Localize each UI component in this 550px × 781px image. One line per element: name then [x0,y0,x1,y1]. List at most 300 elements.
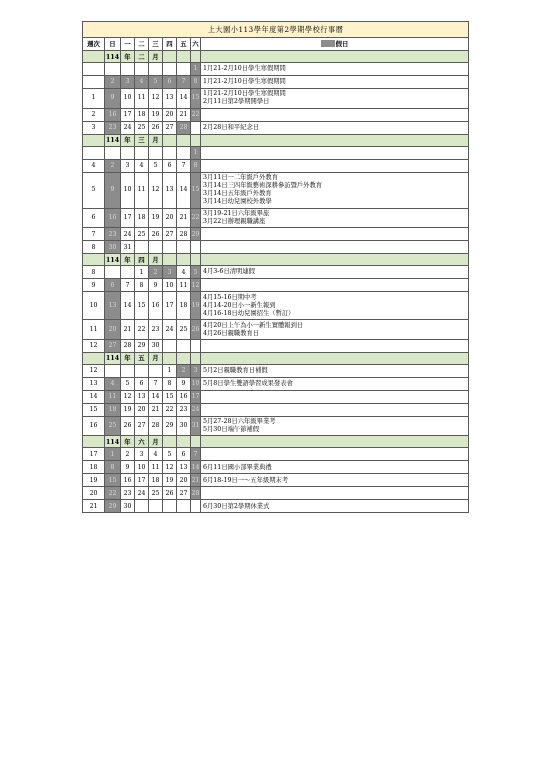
day-cell: 10 [121,172,135,208]
events-cell [201,279,469,292]
day-cell [105,63,121,76]
day-cell: 7 [177,159,191,172]
day-cell [105,146,121,159]
day-cell: 1 [163,364,177,377]
school-calendar-table [82,21,469,513]
week-number: 20 [83,487,105,500]
day-cell: 25 [135,121,149,134]
week-number: 4 [83,159,105,172]
events-cell [201,364,469,377]
day-cell: 6 [163,159,177,172]
events-cell [201,146,469,159]
day-cell: 21 [149,403,163,416]
day-cell [163,241,177,254]
day-cell: 12 [121,390,135,403]
day-cell [163,500,177,513]
day-cell: 4 [135,159,149,172]
week-row [83,108,469,121]
day-cell: 21 [121,320,135,340]
week-number: 14 [83,390,105,403]
day-cell: 18 [105,403,121,416]
day-cell: 1 [105,448,121,461]
day-cell: 17 [121,108,135,121]
event-text: 3月22日辦理親職講座 [203,218,266,226]
day-cell: 22 [105,487,121,500]
month-row [83,352,469,364]
day-cell: 2 [121,448,135,461]
year-label: 114 [105,354,120,363]
day-cell: 10 [121,89,135,109]
month-spacer [83,134,105,146]
events-cell [201,121,469,134]
month-char: 月 [149,352,163,364]
event-text: 3月14日幼兒園校外教學 [203,198,272,206]
day-cell: 3 [121,159,135,172]
day-cell: 10 [191,377,201,390]
week-row [83,448,469,461]
day-cell [163,63,177,76]
header-wed: 三 [149,38,163,51]
day-cell: 19 [121,403,135,416]
month-row [83,254,469,266]
event-text: 3月19-21日六年級畢旅 [203,210,270,218]
week-row [83,146,469,159]
year-char: 年 [121,51,135,63]
day-cell: 24 [121,121,135,134]
holiday-legend-label: 假日 [335,40,349,48]
day-cell: 22 [163,403,177,416]
day-cell: 9 [105,89,121,109]
day-cell: 28 [121,339,135,352]
day-cell [177,146,191,159]
events-cell [201,461,469,474]
day-cell: 18 [149,474,163,487]
month-label: 四 [135,254,149,266]
week-number: 2 [83,108,105,121]
day-cell: 15 [191,172,201,208]
event-text: 1月21-2月10日學生寒假期間 [203,90,286,98]
day-cell: 9 [121,461,135,474]
day-cell: 1 [191,146,201,159]
day-cell: 14 [177,89,191,109]
week-row [83,461,469,474]
event-text: 4月20日上午為小一新生實體報到日 [203,321,304,329]
day-cell [121,63,135,76]
week-number: 12 [83,364,105,377]
day-cell: 16 [177,390,191,403]
day-cell: 28 [149,416,163,436]
day-cell [105,266,121,279]
year-char: 年 [121,134,135,146]
month-spacer [201,254,469,266]
day-cell: 1 [135,266,149,279]
day-cell: 20 [135,403,149,416]
day-cell: 11 [105,390,121,403]
month-row [83,134,469,146]
day-cell: 8 [163,377,177,390]
day-cell: 13 [163,172,177,208]
month-spacer [201,352,469,364]
day-cell [149,241,163,254]
event-text: 1月21-2月10日學生寒假期間 [203,65,286,73]
events-cell [201,320,469,340]
day-cell: 27 [163,121,177,134]
day-cell: 17 [191,390,201,403]
day-cell: 16 [105,108,121,121]
event-text: 3月14日五年級戶外教育 [203,190,272,198]
month-spacer [201,51,469,63]
event-text: 6月11日國小部畢業典禮 [203,463,272,471]
day-cell: 20 [163,208,177,228]
day-cell [177,241,191,254]
day-cell: 18 [135,208,149,228]
events-cell [201,292,469,320]
month-char: 月 [149,51,163,63]
week-row [83,364,469,377]
header-week: 週次 [83,38,105,51]
month-spacer [191,352,201,364]
day-cell: 16 [121,474,135,487]
day-cell [149,146,163,159]
day-cell: 26 [121,416,135,436]
header-row [83,38,469,51]
month-spacer [83,352,105,364]
day-cell: 28 [177,121,191,134]
day-cell: 13 [105,292,121,320]
week-number: 8 [83,241,105,254]
year-label: 114 [105,437,120,446]
event-text: 4月15-16日期中考 [203,294,257,302]
events-cell [201,89,469,109]
day-cell: 3 [163,266,177,279]
day-cell: 5 [149,159,163,172]
day-cell: 5 [121,377,135,390]
day-cell: 6 [135,377,149,390]
day-cell: 21 [177,208,191,228]
event-text: 5月30日端午節補假 [203,426,260,434]
events-cell [201,416,469,436]
day-cell: 11 [149,461,163,474]
day-cell: 27 [105,339,121,352]
header-tue: 二 [135,38,149,51]
day-cell: 3 [191,364,201,377]
day-cell: 23 [105,121,121,134]
year-char: 年 [121,254,135,266]
day-cell: 5 [191,266,201,279]
header-sun: 日 [105,38,121,51]
day-cell: 17 [163,292,177,320]
day-cell: 27 [163,228,177,241]
week-row [83,339,469,352]
day-cell: 13 [135,390,149,403]
events-cell [201,159,469,172]
week-row [83,416,469,436]
week-row [83,292,469,320]
day-cell [149,63,163,76]
day-cell: 14 [121,292,135,320]
week-row [83,76,469,89]
day-cell: 20 [105,320,121,340]
day-cell: 11 [135,89,149,109]
week-row [83,208,469,228]
month-label: 三 [135,134,149,146]
day-cell: 27 [135,416,149,436]
header-fri: 五 [177,38,191,51]
day-cell [177,63,191,76]
week-number [83,63,105,76]
week-row [83,390,469,403]
day-cell: 16 [105,208,121,228]
week-row [83,172,469,208]
day-cell: 2 [177,364,191,377]
day-cell [135,241,149,254]
week-number [83,76,105,89]
day-cell: 13 [163,89,177,109]
year-char: 年 [121,436,135,448]
week-number: 8 [83,266,105,279]
month-spacer [177,134,191,146]
day-cell: 30 [105,241,121,254]
day-cell: 4 [135,76,149,89]
week-row [83,63,469,76]
events-cell [201,448,469,461]
week-row [83,228,469,241]
week-row [83,121,469,134]
events-cell [201,403,469,416]
day-cell: 4 [177,266,191,279]
day-cell: 29 [163,416,177,436]
month-spacer [83,51,105,63]
day-cell: 22 [191,108,201,121]
day-cell: 8 [105,461,121,474]
month-char: 月 [149,254,163,266]
day-cell: 26 [163,487,177,500]
week-row [83,89,469,109]
day-cell: 30 [177,416,191,436]
day-cell: 26 [149,228,163,241]
day-cell: 27 [177,487,191,500]
month-spacer [163,352,177,364]
day-cell: 24 [121,228,135,241]
day-cell: 17 [121,208,135,228]
events-cell [201,487,469,500]
week-row [83,487,469,500]
event-text: 1月21-2月10日學生寒假期間 [203,78,286,86]
week-number: 21 [83,500,105,513]
month-label: 六 [135,436,149,448]
month-label: 二 [135,51,149,63]
day-cell: 15 [163,390,177,403]
week-number: 1 [83,89,105,109]
day-cell [191,241,201,254]
month-spacer [163,134,177,146]
day-cell [105,364,121,377]
day-cell: 21 [177,108,191,121]
day-cell [149,364,163,377]
week-number: 15 [83,403,105,416]
events-cell [201,76,469,89]
day-cell: 11 [135,172,149,208]
day-cell: 23 [177,403,191,416]
events-cell [201,63,469,76]
day-cell: 2 [105,76,121,89]
week-row [83,279,469,292]
day-cell: 17 [135,474,149,487]
day-cell: 19 [191,292,201,320]
day-cell: 13 [177,461,191,474]
month-spacer [163,254,177,266]
day-cell: 8 [191,159,201,172]
day-cell [135,500,149,513]
month-char: 月 [149,436,163,448]
day-cell: 12 [149,172,163,208]
day-cell [121,146,135,159]
day-cell: 18 [135,108,149,121]
day-cell: 2 [105,159,121,172]
header-mon: 一 [121,38,135,51]
week-row [83,500,469,513]
header-sat: 六 [191,38,201,51]
title-row [83,22,469,38]
day-cell: 6 [177,448,191,461]
month-spacer [201,436,469,448]
week-number: 18 [83,461,105,474]
day-cell [163,146,177,159]
day-cell: 21 [191,474,201,487]
month-spacer [163,436,177,448]
day-cell: 15 [105,474,121,487]
month-row [83,436,469,448]
day-cell: 6 [163,76,177,89]
week-number: 19 [83,474,105,487]
day-cell: 4 [105,377,121,390]
month-spacer [191,51,201,63]
events-cell [201,377,469,390]
week-number: 5 [83,172,105,208]
month-spacer [83,436,105,448]
day-cell: 30 [121,500,135,513]
day-cell: 29 [135,339,149,352]
event-text: 5月8日學生雙語學習成果發表會 [203,379,293,387]
month-spacer [163,51,177,63]
week-number [83,146,105,159]
day-cell [191,121,201,134]
week-number: 13 [83,377,105,390]
day-cell: 16 [149,292,163,320]
year-label: 114 [105,255,120,264]
week-number: 12 [83,339,105,352]
day-cell: 12 [191,279,201,292]
event-text: 4月16-18日幼兒園招生（暫訂） [203,309,295,317]
day-cell: 19 [163,474,177,487]
day-cell [177,339,191,352]
events-cell [201,208,469,228]
week-row [83,159,469,172]
month-spacer [177,352,191,364]
day-cell: 26 [191,320,201,340]
header-thu: 四 [163,38,177,51]
day-cell: 5 [149,76,163,89]
week-row [83,474,469,487]
day-cell: 20 [177,474,191,487]
week-number: 9 [83,279,105,292]
day-cell: 14 [149,390,163,403]
day-cell: 28 [191,487,201,500]
day-cell: 7 [191,448,201,461]
week-number: 11 [83,320,105,340]
event-text: 3月14日三四年級藝術深耕參訪暨戶外教育 [203,182,323,190]
day-cell: 29 [105,500,121,513]
day-cell: 19 [149,108,163,121]
month-spacer [201,134,469,146]
events-cell [201,266,469,279]
event-text: 5月27-28日六年級畢業考 [203,418,276,426]
day-cell: 7 [121,279,135,292]
week-row [83,403,469,416]
event-text: 4月14-20日小一新生報到 [203,301,276,309]
day-cell: 3 [135,448,149,461]
month-spacer [191,436,201,448]
event-text: 2月28日和平紀念日 [203,123,260,131]
day-cell: 30 [149,339,163,352]
day-cell [163,339,177,352]
day-cell: 12 [163,461,177,474]
event-text: 6月18-19日一～五年級期末考 [203,476,289,484]
day-cell: 25 [177,320,191,340]
day-cell [191,500,201,513]
calendar-title: 上大園小113學年度第2學期學校行事曆 [83,22,469,38]
day-cell [177,500,191,513]
day-cell: 15 [135,292,149,320]
month-spacer [177,436,191,448]
week-row [83,320,469,340]
month-spacer [191,134,201,146]
year-label: 114 [105,52,120,61]
day-cell: 8 [191,76,201,89]
month-spacer [191,254,201,266]
event-text: 2月11日第2學期開學日 [203,98,270,106]
week-number: 3 [83,121,105,134]
day-cell: 25 [149,487,163,500]
day-cell: 25 [135,228,149,241]
week-number: 10 [83,292,105,320]
day-cell: 7 [177,76,191,89]
day-cell: 22 [135,320,149,340]
events-cell [201,500,469,513]
month-row [83,51,469,63]
week-number: 17 [83,448,105,461]
week-row [83,377,469,390]
day-cell [121,364,135,377]
day-cell: 10 [135,461,149,474]
day-cell: 9 [177,377,191,390]
event-text: 4月26日親職教育日 [203,329,260,337]
event-text: 6月30日第2學期休業式 [203,502,270,510]
events-cell [201,108,469,121]
day-cell: 20 [163,108,177,121]
year-char: 年 [121,352,135,364]
day-cell: 24 [135,487,149,500]
day-cell: 9 [149,279,163,292]
month-spacer [177,254,191,266]
day-cell: 23 [121,487,135,500]
day-cell: 19 [149,208,163,228]
event-text: 3月11日一二年級戶外教育 [203,174,278,182]
events-cell [201,172,469,208]
day-cell: 6 [105,279,121,292]
day-cell: 14 [191,461,201,474]
event-text: 4月3-6日清明連假 [203,268,255,276]
